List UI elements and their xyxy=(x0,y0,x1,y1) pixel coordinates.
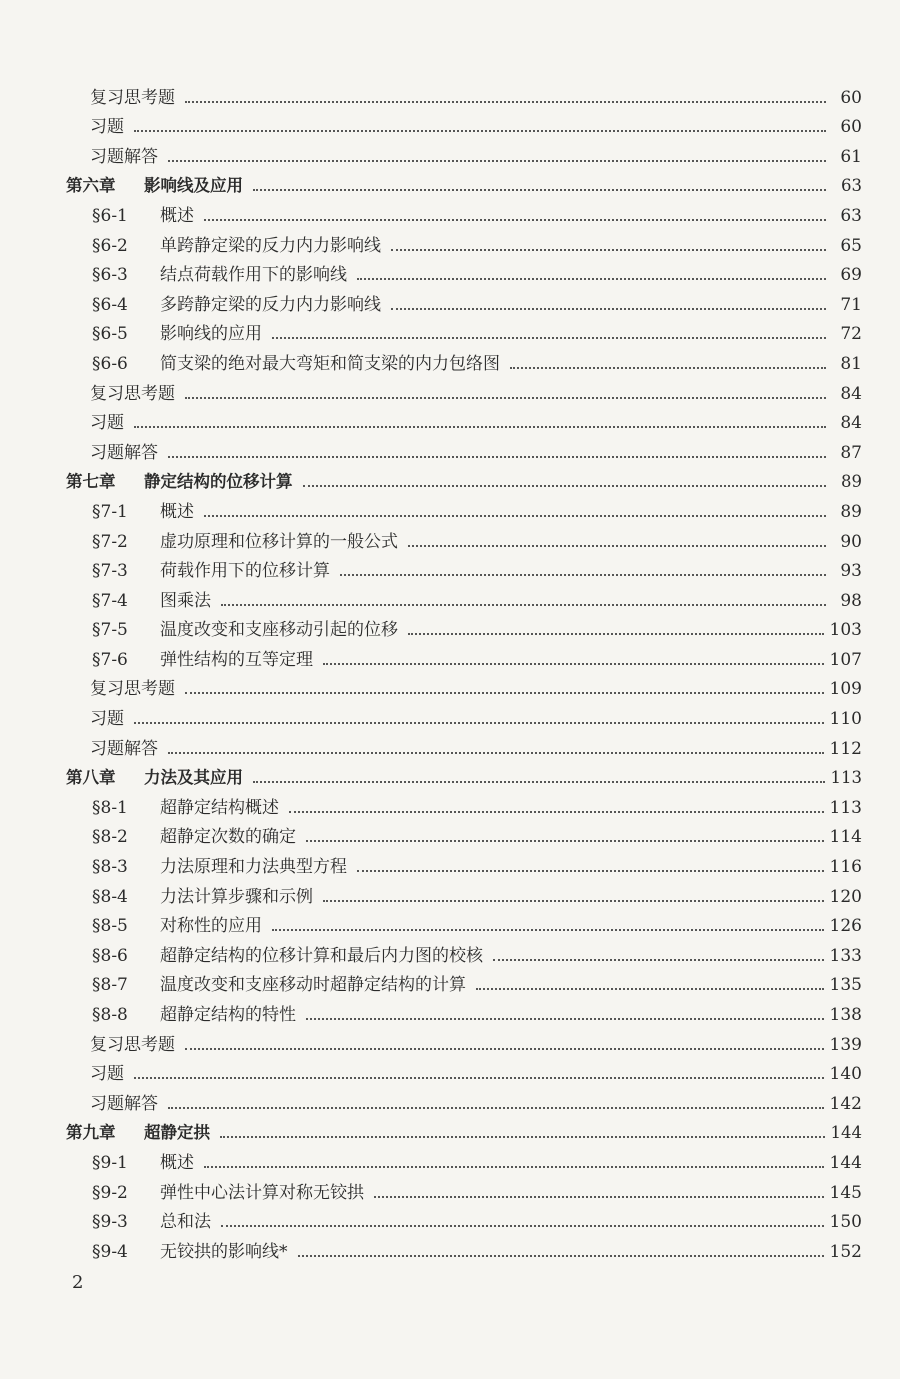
dot-leader xyxy=(357,277,826,280)
toc-sub-entry[interactable] xyxy=(66,137,862,167)
toc-sub-entry[interactable] xyxy=(66,699,862,729)
entry-page-number: 72 xyxy=(840,324,862,345)
entry-title: 对称性的应用 xyxy=(160,916,262,937)
dot-leader xyxy=(253,188,826,191)
dot-leader xyxy=(185,100,826,103)
toc-sub-entry[interactable] xyxy=(66,1025,862,1055)
dot-leader xyxy=(168,159,826,162)
entry-title: 结点荷载作用下的影响线 xyxy=(160,265,347,286)
toc-section-entry[interactable] xyxy=(66,995,862,1025)
toc-section-entry[interactable] xyxy=(66,285,862,315)
toc-sub-entry[interactable] xyxy=(66,404,862,434)
section-number: §9-3 xyxy=(92,1212,128,1233)
section-number: §8-5 xyxy=(92,916,128,937)
entry-title: 多跨静定梁的反力内力影响线 xyxy=(160,294,381,315)
dot-leader xyxy=(391,248,826,251)
toc-section-entry[interactable] xyxy=(66,226,862,256)
entry-title: 超静定拱 xyxy=(144,1123,210,1143)
entry-page-number: 89 xyxy=(841,472,862,492)
dot-leader xyxy=(306,1017,824,1020)
dot-leader xyxy=(476,987,824,990)
entry-title: 超静定次数的确定 xyxy=(160,827,296,848)
entry-page-number: 133 xyxy=(829,945,862,966)
entry-page-number: 138 xyxy=(829,1005,862,1025)
toc-sub-entry[interactable] xyxy=(66,729,862,759)
toc-section-entry[interactable] xyxy=(66,788,862,818)
toc-sub-entry[interactable] xyxy=(66,108,862,138)
entry-title: 温度改变和支座移动引起的位移 xyxy=(160,620,398,641)
entry-page-number: 60 xyxy=(840,117,862,138)
entry-page-number: 98 xyxy=(840,590,862,611)
entry-page-number: 152 xyxy=(829,1241,862,1262)
entry-page-number: 81 xyxy=(840,353,862,374)
dot-leader xyxy=(253,780,825,783)
toc-chapter-entry[interactable] xyxy=(66,167,862,197)
entry-page-number: 84 xyxy=(840,413,862,434)
entry-title: 力法原理和力法典型方程 xyxy=(160,857,347,878)
toc-section-entry[interactable] xyxy=(66,492,862,522)
chapter-number: 第六章 xyxy=(66,176,116,196)
toc-chapter-entry[interactable] xyxy=(66,759,862,789)
toc-section-entry[interactable] xyxy=(66,522,862,552)
entry-title: 复习思考题 xyxy=(90,679,175,700)
toc-sub-entry[interactable] xyxy=(66,78,862,108)
entry-page-number: 113 xyxy=(830,768,862,788)
toc-sub-entry[interactable] xyxy=(66,433,862,463)
entry-title: 力法及其应用 xyxy=(144,768,243,788)
entry-page-number: 60 xyxy=(840,87,862,108)
entry-title: 超静定结构的特性 xyxy=(160,1005,296,1025)
entry-title: 超静定结构概述 xyxy=(160,797,279,818)
toc-sub-entry[interactable] xyxy=(66,1055,862,1085)
section-number: §9-2 xyxy=(92,1182,128,1203)
section-number: §7-3 xyxy=(92,561,128,582)
dot-leader xyxy=(323,899,824,902)
entry-title: 习题解答 xyxy=(90,1093,158,1114)
entry-page-number: 63 xyxy=(841,176,862,196)
toc-section-entry[interactable] xyxy=(66,877,862,907)
entry-title: 影响线及应用 xyxy=(144,176,243,196)
dot-leader xyxy=(221,1224,824,1227)
entry-page-number: 61 xyxy=(840,146,862,167)
entry-page-number: 145 xyxy=(829,1182,862,1203)
entry-page-number: 65 xyxy=(840,235,862,256)
dot-leader xyxy=(289,810,824,813)
dot-leader xyxy=(185,691,824,694)
dot-leader xyxy=(134,425,826,428)
dot-leader xyxy=(185,1047,824,1050)
dot-leader xyxy=(220,1135,825,1138)
entry-page-number: 114 xyxy=(829,827,862,848)
section-number: §6-2 xyxy=(92,235,128,256)
dot-leader xyxy=(272,928,824,931)
entry-title: 概述 xyxy=(160,205,194,226)
dot-leader xyxy=(357,869,824,872)
entry-title: 弹性中心法计算对称无铰拱 xyxy=(160,1182,364,1203)
section-number: §8-2 xyxy=(92,827,128,848)
section-number: §8-3 xyxy=(92,857,128,878)
entry-title: 概述 xyxy=(160,1152,194,1173)
entry-page-number: 71 xyxy=(840,294,862,315)
entry-title: 习题 xyxy=(90,117,124,138)
entry-page-number: 144 xyxy=(829,1152,862,1173)
dot-leader xyxy=(185,396,826,399)
dot-leader xyxy=(391,307,826,310)
entry-page-number: 87 xyxy=(840,442,862,463)
entry-title: 复习思考题 xyxy=(90,87,175,108)
section-number: §8-1 xyxy=(92,797,128,818)
toc-section-entry[interactable] xyxy=(66,818,862,848)
entry-title: 单跨静定梁的反力内力影响线 xyxy=(160,235,381,256)
dot-leader xyxy=(204,1165,824,1168)
entry-title: 图乘法 xyxy=(160,590,211,611)
entry-title: 习题解答 xyxy=(90,442,158,463)
section-number: §7-2 xyxy=(92,531,128,552)
toc-chapter-entry[interactable] xyxy=(66,463,862,493)
section-number: §7-4 xyxy=(92,590,128,611)
section-number: §6-4 xyxy=(92,294,128,315)
entry-title: 无铰拱的影响线* xyxy=(160,1241,288,1262)
toc-section-entry[interactable] xyxy=(66,1143,862,1173)
entry-page-number: 112 xyxy=(829,738,862,759)
dot-leader xyxy=(134,721,824,724)
dot-leader xyxy=(493,958,824,961)
dot-leader xyxy=(303,484,827,487)
entry-page-number: 89 xyxy=(840,501,862,522)
entry-title: 力法计算步骤和示例 xyxy=(160,886,313,907)
entry-page-number: 116 xyxy=(829,857,862,878)
section-number: §8-4 xyxy=(92,886,128,907)
section-number: §9-1 xyxy=(92,1152,128,1173)
toc-section-entry[interactable] xyxy=(66,581,862,611)
entry-title: 复习思考题 xyxy=(90,1034,175,1055)
entry-page-number: 63 xyxy=(840,205,862,226)
toc-section-entry[interactable] xyxy=(66,847,862,877)
chapter-number: 第七章 xyxy=(66,472,116,492)
section-number: §9-4 xyxy=(92,1241,128,1262)
dot-leader xyxy=(408,632,824,635)
entry-page-number: 110 xyxy=(829,709,862,730)
dot-leader xyxy=(272,336,826,339)
toc-section-entry[interactable] xyxy=(66,966,862,996)
section-number: §7-5 xyxy=(92,620,128,641)
dot-leader xyxy=(340,573,826,576)
toc-section-entry[interactable] xyxy=(66,344,862,374)
section-number: §6-5 xyxy=(92,324,128,345)
dot-leader xyxy=(204,218,826,221)
dot-leader xyxy=(204,514,826,517)
entry-page-number: 69 xyxy=(840,265,862,286)
toc-section-entry[interactable] xyxy=(66,907,862,937)
toc-section-entry[interactable] xyxy=(66,936,862,966)
entry-page-number: 126 xyxy=(829,916,862,937)
toc-section-entry[interactable] xyxy=(66,1232,862,1262)
dot-leader xyxy=(323,662,824,665)
section-number: §6-1 xyxy=(92,205,128,226)
entry-title: 超静定结构的位移计算和最后内力图的校核 xyxy=(160,945,483,966)
section-number: §8-8 xyxy=(92,1005,128,1025)
entry-page-number: 113 xyxy=(829,797,862,818)
toc-sub-entry[interactable] xyxy=(66,374,862,404)
entry-page-number: 90 xyxy=(840,531,862,552)
entry-title: 温度改变和支座移动时超静定结构的计算 xyxy=(160,975,466,996)
entry-title: 弹性结构的互等定理 xyxy=(160,649,313,670)
page-number: 2 xyxy=(72,1272,84,1293)
dot-leader xyxy=(408,544,826,547)
entry-page-number: 107 xyxy=(829,649,862,670)
entry-page-number: 139 xyxy=(829,1034,862,1055)
section-number: §6-6 xyxy=(92,353,128,374)
entry-page-number: 140 xyxy=(829,1064,862,1085)
section-number: §8-7 xyxy=(92,975,128,996)
entry-page-number: 135 xyxy=(829,975,862,996)
entry-title: 静定结构的位移计算 xyxy=(144,472,293,492)
toc-sub-entry[interactable] xyxy=(66,1084,862,1114)
entry-page-number: 103 xyxy=(829,620,862,641)
entry-title: 荷载作用下的位移计算 xyxy=(160,561,330,582)
entry-page-number: 120 xyxy=(829,886,862,907)
entry-page-number: 109 xyxy=(829,679,862,700)
dot-leader xyxy=(168,751,824,754)
entry-title: 简支梁的绝对最大弯矩和简支梁的内力包络图 xyxy=(160,353,500,374)
entry-title: 总和法 xyxy=(160,1212,211,1233)
table-of-contents xyxy=(66,78,862,1262)
chapter-number: 第九章 xyxy=(66,1123,116,1143)
toc-section-entry[interactable] xyxy=(66,1203,862,1233)
dot-leader xyxy=(298,1254,824,1257)
entry-title: 习题解答 xyxy=(90,738,158,759)
toc-sub-entry[interactable] xyxy=(66,670,862,700)
dot-leader xyxy=(134,1076,824,1079)
entry-page-number: 142 xyxy=(829,1093,862,1114)
dot-leader xyxy=(221,603,826,606)
section-number: §6-3 xyxy=(92,265,128,286)
entry-title: 习题 xyxy=(90,413,124,434)
entry-title: 虚功原理和位移计算的一般公式 xyxy=(160,531,398,552)
section-number: §7-1 xyxy=(92,501,128,522)
toc-section-entry[interactable] xyxy=(66,611,862,641)
chapter-number: 第八章 xyxy=(66,768,116,788)
dot-leader xyxy=(374,1195,824,1198)
entry-page-number: 144 xyxy=(830,1123,862,1143)
toc-section-entry[interactable] xyxy=(66,1173,862,1203)
dot-leader xyxy=(168,455,826,458)
entry-title: 概述 xyxy=(160,501,194,522)
entry-title: 习题解答 xyxy=(90,146,158,167)
entry-title: 影响线的应用 xyxy=(160,324,262,345)
section-number: §8-6 xyxy=(92,945,128,966)
toc-chapter-entry[interactable] xyxy=(66,1114,862,1144)
section-number: §7-6 xyxy=(92,649,128,670)
toc-section-entry[interactable] xyxy=(66,552,862,582)
toc-section-entry[interactable] xyxy=(66,315,862,345)
toc-section-entry[interactable] xyxy=(66,640,862,670)
dot-leader xyxy=(306,839,824,842)
dot-leader xyxy=(134,129,826,132)
entry-title: 习题 xyxy=(90,1064,124,1085)
dot-leader xyxy=(168,1106,824,1109)
entry-page-number: 150 xyxy=(829,1212,862,1233)
entry-page-number: 84 xyxy=(840,383,862,404)
entry-page-number: 93 xyxy=(840,561,862,582)
toc-section-entry[interactable] xyxy=(66,256,862,286)
dot-leader xyxy=(510,366,826,369)
entry-title: 习题 xyxy=(90,709,124,730)
entry-title: 复习思考题 xyxy=(90,383,175,404)
toc-section-entry[interactable] xyxy=(66,196,862,226)
